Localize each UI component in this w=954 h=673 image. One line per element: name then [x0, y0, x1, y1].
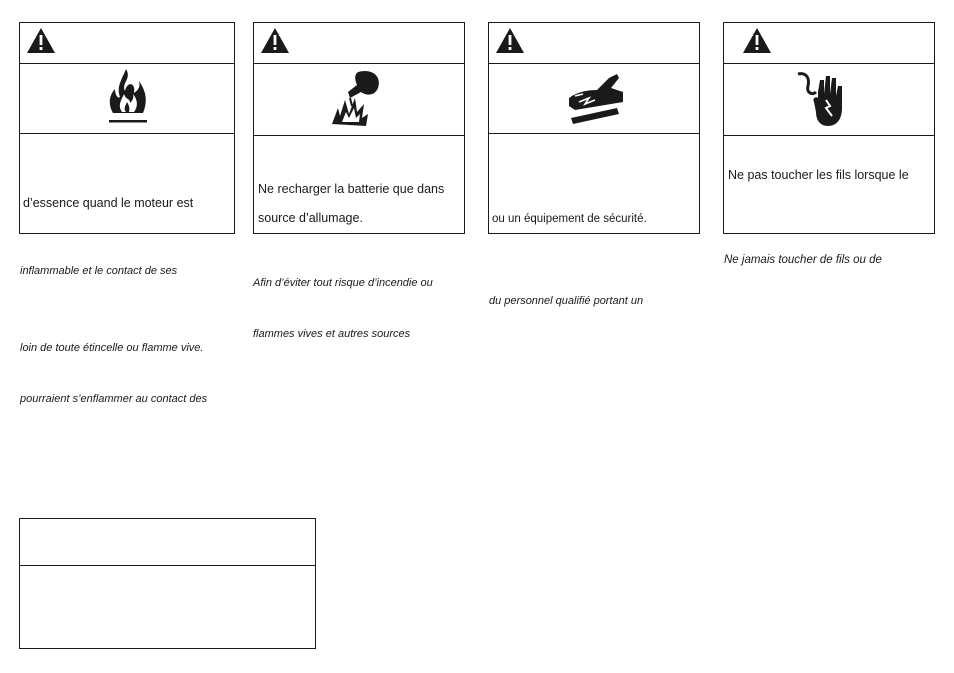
note-line: pourraient s’enflammer au contact des: [20, 393, 208, 405]
note-line: Afin d’éviter tout risque d’incendie ou: [253, 277, 433, 289]
panel-text-line: source d’allumage.: [258, 211, 363, 225]
panel-header: [20, 23, 234, 64]
panel-icon-row: [254, 63, 464, 136]
panel-icon-row: [489, 63, 699, 134]
note-line: inflammable et le contact de ses: [20, 265, 178, 277]
warning-panel-flammable: [19, 22, 235, 234]
warning-triangle-icon: [495, 27, 525, 54]
hand-shock-icon: [565, 68, 625, 128]
panel-text: ou un équipement de sécurité.: [492, 213, 647, 225]
note-line: flammes vives et autres sources: [253, 328, 411, 340]
panel-header: [489, 23, 699, 64]
note-line: du personnel qualifié portant un: [489, 295, 644, 307]
panel-icon-row: [20, 63, 234, 134]
hand-wire-icon: [796, 68, 846, 130]
empty-warning-box: [19, 518, 316, 649]
note-line: Ne jamais toucher de fils ou de: [724, 254, 882, 266]
warning-panel-shock: [488, 22, 700, 234]
flame-icon: [106, 67, 150, 129]
warning-panel-battery: [253, 22, 465, 234]
warning-triangle-icon: [742, 27, 772, 54]
panel-header: [254, 23, 464, 64]
warning-triangle-icon: [26, 27, 56, 54]
warning-panel-wires: [723, 22, 935, 234]
box-divider: [20, 565, 315, 566]
panel-header: [724, 23, 934, 64]
warning-triangle-icon: [260, 27, 290, 54]
explosion-icon: [328, 68, 392, 130]
panel-text: d’essence quand le moteur est: [23, 196, 194, 210]
note-line: loin de toute étincelle ou flamme vive.: [20, 342, 204, 354]
panel-icon-row: [724, 63, 934, 136]
panel-text-line: Ne recharger la batterie que dans: [258, 182, 445, 196]
panel-text: Ne pas toucher les fils lorsque le: [728, 168, 909, 182]
